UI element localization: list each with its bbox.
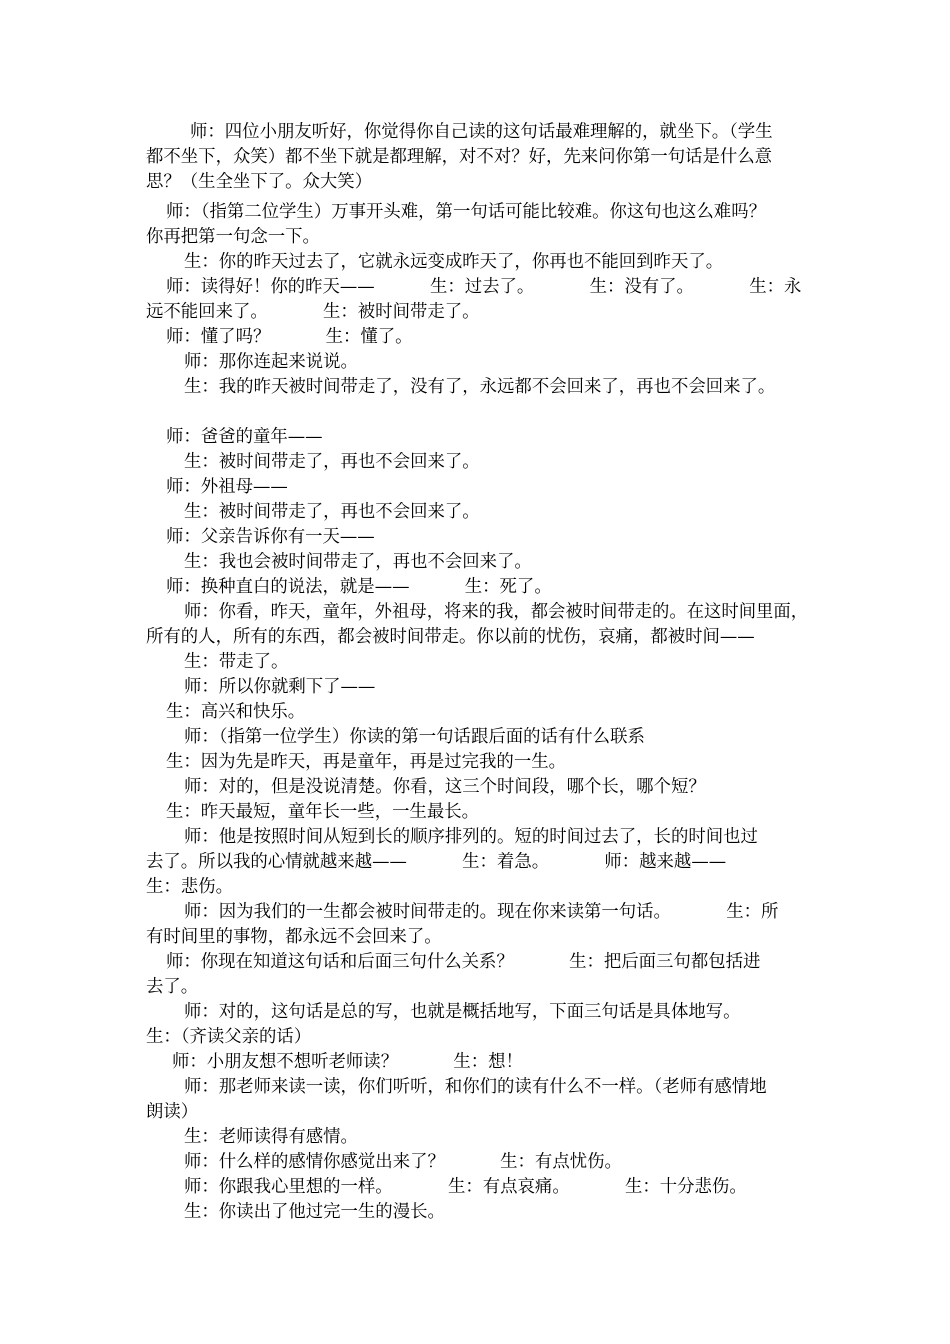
text-line: 师：你现在知道这句话和后面三句什么关系？ 生：把后面三句都包括进	[166, 952, 761, 972]
text-line: 师：换种直白的说法，就是—— 生：死了。	[166, 577, 552, 597]
text-line: 师：（指第二位学生）万事开头难，第一句话可能比较难。你这句也这么难吗？	[166, 202, 766, 222]
text-line: 生：被时间带走了，再也不会回来了。	[184, 502, 480, 522]
text-line: 师：你看，昨天，童年，外祖母，将来的我，都会被时间带走的。在这时间里面，	[184, 602, 809, 622]
text-line: 生：我的昨天被时间带走了，没有了，永远都不会回来了，再也不会回来了。	[184, 377, 776, 397]
text-line: 生：你读出了他过完一生的漫长。	[184, 1202, 445, 1222]
text-line: 师：懂了吗？ 生：懂了。	[166, 327, 413, 347]
text-line: 师：读得好！你的昨天—— 生：过去了。 生：没有了。 生：永	[166, 277, 802, 297]
text-line: 师：什么样的感情你感觉出来了？ 生：有点忧伤。	[184, 1152, 622, 1172]
text-line: 都不坐下，众笑）都不坐下就是都理解，对不对？好，先来问你第一句话是什么意	[146, 147, 773, 167]
text-line: 生：因为先是昨天，再是童年，再是过完我的一生。	[166, 752, 566, 772]
text-line: 师：外祖母——	[166, 477, 288, 497]
text-line: 师：所以你就剩下了——	[184, 677, 376, 697]
text-line: 生：带走了。	[184, 652, 289, 672]
text-line: 生：你的昨天过去了，它就永远变成昨天了，你再也不能回到昨天了。	[184, 252, 724, 272]
text-line: 师：对的，这句话是总的写，也就是概括地写，下面三句话是具体地写。	[184, 1002, 741, 1022]
text-line: 师：你跟我心里想的一样。 生：有点哀痛。 生：十分悲伤。	[184, 1177, 747, 1197]
text-line: 生：（齐读父亲的话）	[146, 1027, 312, 1047]
text-line: 师：那老师来读一读，你们听听，和你们的读有什么不一样。（老师有感情地	[184, 1077, 767, 1097]
text-line: 师：四位小朋友听好，你觉得你自己读的这句话最难理解的，就坐下。（学生	[190, 122, 773, 142]
text-line: 有时间里的事物，都永远不会回来了。	[146, 927, 442, 947]
text-line: 生：悲伤。	[146, 877, 233, 897]
text-line: 生：高兴和快乐。	[166, 702, 306, 722]
text-line: 师：父亲告诉你有一天——	[166, 527, 375, 547]
text-line: 师：因为我们的一生都会被时间带走的。现在你来读第一句话。 生：所	[184, 902, 779, 922]
text-line: 生：昨天最短，童年长一些，一生最长。	[166, 802, 480, 822]
text-line: 生：我也会被时间带走了，再也不会回来了。	[184, 552, 532, 572]
text-line: 师：他是按照时间从短到长的顺序排列的。短的时间过去了，长的时间也过	[184, 827, 758, 847]
text-line: 你再把第一句念一下。	[146, 227, 320, 247]
text-line: 师：（指第一位学生）你读的第一句话跟后面的话有什么联系	[184, 727, 645, 747]
text-line: 所有的人，所有的东西，都会被时间带走。你以前的忧伤，哀痛，都被时间——	[146, 627, 755, 647]
text-line: 去了。所以我的心情就越来越—— 生：着急。 师：越来越——	[146, 852, 727, 872]
text-line: 朗读）	[146, 1102, 199, 1122]
text-line: 生：老师读得有感情。	[184, 1127, 358, 1147]
text-line: 去了。	[146, 977, 199, 997]
text-line: 思？（生全坐下了。众大笑）	[146, 172, 373, 192]
text-line: 远不能回来了。 生：被时间带走了。	[146, 302, 480, 322]
text-line: 师：对的，但是没说清楚。你看，这三个时间段，哪个长，哪个短？	[184, 777, 706, 797]
text-line: 师：小朋友想不想听老师读？ 生：想！	[172, 1052, 523, 1072]
text-line: 师：那你连起来说说。	[184, 352, 358, 372]
text-line: 生：被时间带走了，再也不会回来了。	[184, 452, 480, 472]
text-line: 师：爸爸的童年——	[166, 427, 323, 447]
